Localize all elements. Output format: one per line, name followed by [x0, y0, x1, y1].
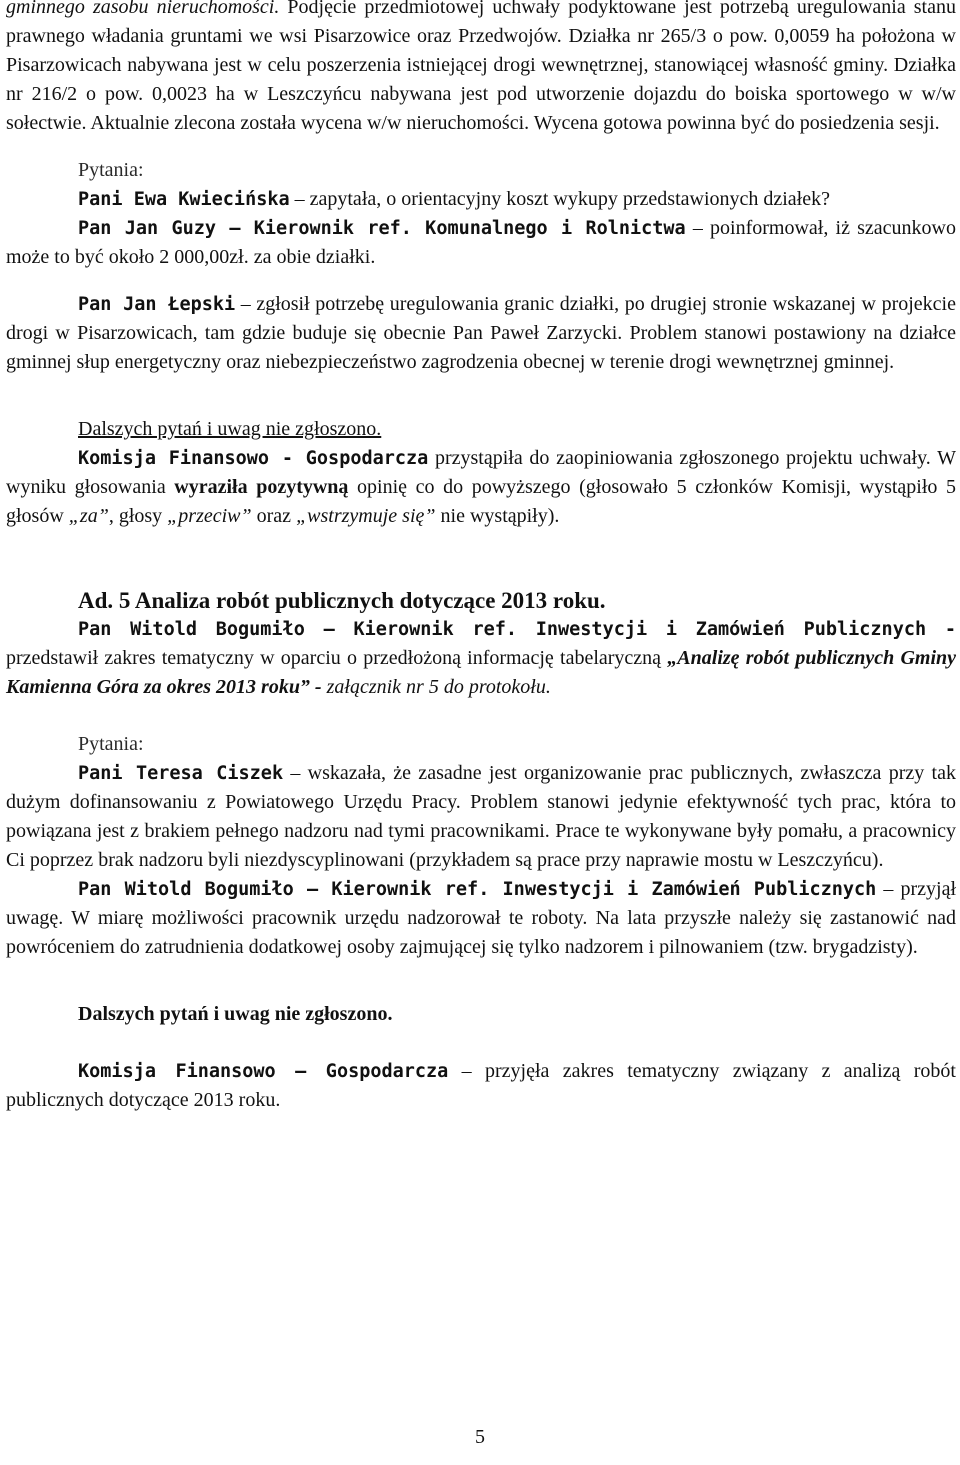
commission-vote: Komisja Finansowo - Gospodarcza przystąpiła do zaopiniowania zgłoszonego projektu uchwały. W wyniku głosowania wyraziła pozytywną opinię co do powyższego (głosowało 5 członków Komisji, wystąpiło 5 głosów „za”, głosy „przeciw” oraz „wstrzymuje się” nie wystąpiły). — [6, 447, 956, 527]
commission-name: Komisja Finansowo – Gospodarcza — [78, 1061, 449, 1082]
question-ewa-kwiecinska — [6, 185, 956, 214]
text: – zapytała, o orientacyjny koszt wykupy przedstawionych działek? — [289, 188, 830, 210]
answer-witold-bogumilo: Pan Witold Bogumiło – Kierownik ref. Inwestycji i Zamówień Publicznych – przyjął uwagę. W miarę możliwości pracownik urzędu nadzorował te roboty. Na lata przyszłe należy się zastanowić nad powróceniem do zatrudnienia dodatkowej osoby zajmującej się tylko nadzorem i pilnowaniem (tzw. brygadzisty). — [6, 878, 957, 958]
paragraph-intro — [6, 0, 956, 138]
text-italic: gminnego zasobu nieruchomości. — [6, 0, 280, 18]
opinion-result: wyraziła pozytywną — [174, 476, 349, 498]
section-intro: Pan Witold Bogumiło – Kierownik ref. Inwestycji i Zamówień Publicznych - przedstawił zakres tematyczny w oparciu o przedłożoną informację tabelaryczną „Analizę robót publicznych Gminy Kamienna Góra za okres 2013 roku” - załącznik nr 5 do protokołu. — [6, 619, 957, 698]
questions-heading-2: Pytania: — [78, 733, 144, 755]
document-title: „Analizę robót publicznych Gminy Kamienna Góra za okres 2013 roku” - — [6, 647, 957, 698]
text: – zgłosił potrzebę uregulowania granic działki, po drugiej stronie wskazanej w projekcie drogi w Pisarzowicach, tam gdzie buduje się obecnie Pan Paweł Zarzycki. Problem stanowi postawiony na działce gminnej słup energetyczny oraz niebezpieczeństwo zagrodzenia obecnej w terenie drogi wewnętrznej gminnej. — [6, 293, 956, 373]
commission-conclusion: Komisja Finansowo – Gospodarcza – przyjęła zakres tematyczny związany z analizą robót publicznych dotyczące 2013 roku. — [6, 1060, 956, 1111]
no-further-questions: Dalszych pytań i uwag nie zgłoszono. — [78, 418, 382, 440]
speaker-name: Pan Jan Łepski — [78, 294, 236, 315]
document-page — [6, 0, 956, 1115]
no-further-questions-2: Dalszych pytań i uwag nie zgłoszono. — [78, 1003, 393, 1025]
commission-name: Komisja Finansowo - Gospodarcza — [78, 448, 429, 469]
questions-heading: Pytania: — [78, 159, 144, 181]
answer-jan-guzy — [6, 214, 956, 272]
paragraph-jan-lepski — [6, 290, 956, 377]
question-teresa-ciszek: Pani Teresa Ciszek – wskazała, że zasadne jest organizowanie prac publicznych, zwłaszcza przy tak dużym dofinansowaniu z Powiatowego Urzędu Pracy. Problem stanowi jedynie efektywność tych prac, która to powiązana jest z brakiem pełnego nadzoru nad tymi pracownikami. Prace te wykonywane były pomału, a pracownicy Ci poprzez brak nadzoru byli niezdyscyplinowani (przykładem są prace przy naprawie mostu w Leszczyńcu). — [6, 762, 956, 871]
speaker-name: Pan Jan Guzy – Kierownik ref. Komunalnego i Rolnictwa — [78, 218, 686, 239]
speaker-name: Pani Ewa Kwiecińska — [78, 189, 290, 210]
page-number: 5 — [475, 1426, 485, 1448]
text: – poinformował, iż szacunkowo może to być około 2 000,00zł. za obie działki. — [6, 217, 956, 268]
speaker-name: Pan Witold Bogumiło – Kierownik ref. Inwestycji i Zamówień Publicznych - — [78, 619, 956, 640]
text: Podjęcie przedmiotowej uchwały podyktowane jest potrzebą uregulowania stanu prawnego władania gruntami we wsi Pisarzowice oraz Przedwojów. Działka nr 265/3 o pow. 0,0059 ha położona w Pisarzowicach nabywana jest w celu poszerzenia istniejącej drogi wewnętrznej, stanowiącej własność gminy. Działka nr 216/2 o pow. 0,0023 ha w Leszczyńcu nabywana jest pod utworzenie dojazdu do boiska sportowego w w/w sołectwie. Aktualnie zlecona została wycena w/w nieruchomości. Wycena gotowa powinna być do posiedzenia sesji. — [6, 0, 956, 134]
section-heading: Ad. 5 Analiza robót publicznych dotyczące 2013 roku. — [78, 588, 606, 613]
speaker-name: Pani Teresa Ciszek — [78, 763, 284, 784]
speaker-name: Pan Witold Bogumiło – Kierownik ref. Inwestycji i Zamówień Publicznych — [78, 879, 877, 900]
